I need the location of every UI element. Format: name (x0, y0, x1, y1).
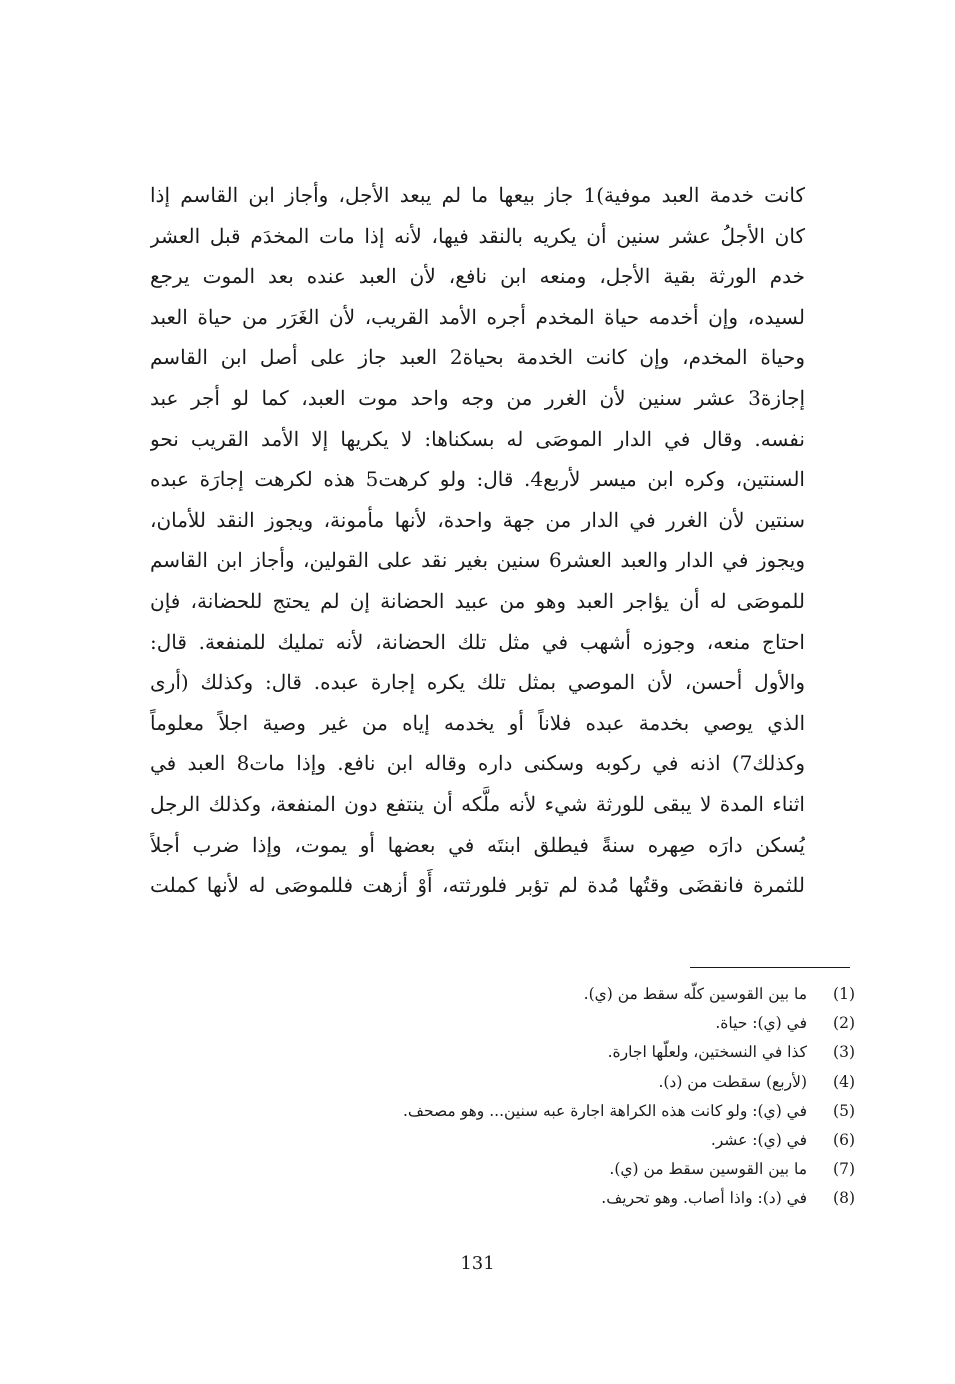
text-line: سنتين لأن الغرر في الدار من جهة واحدة، لأنها مأمونة، ويجوز النقد للأمان، (150, 507, 805, 532)
text-line: كانت خدمة العبد موفية)1 جاز بيعها ما لم يبعد الأجل، وأجاز ابن القاسم إذا (150, 183, 805, 207)
footnote-text: في (ي): ولو كانت هذه الكراهة اجارة عبه سنين... وهو مصحف. (402, 1101, 807, 1120)
footnote (215, 1097, 855, 1126)
text-line: ويجوز في الدار والعبد العشر6 سنين بغير نقد على القولين، وأجاز ابن القاسم (150, 548, 805, 573)
footnote-number: (6) (833, 1130, 855, 1149)
text-line: إجازة3 عشر سنين لأن الغرر من وجه واحد موت العبد، كما لو أجر عبد (150, 385, 805, 410)
footnotes (215, 980, 855, 1214)
text-line: للثمرة فانقضَى وقتُها مُدة لم تؤبر فلورثته، أَوْ أزهت فللموصَى له لأنها كملت (150, 873, 805, 898)
footnote-divider (690, 967, 850, 968)
page-number: 131 (460, 1253, 495, 1274)
footnote (215, 1155, 855, 1184)
footnote-text: كذا في النسختين، ولعلّها اجارة. (607, 1043, 807, 1062)
footnote-text: (لأربع) سقطت من (د). (658, 1072, 807, 1091)
footnote-number: (7) (833, 1160, 855, 1179)
text-line: لسيده، وإن أخدمه حياة المخدم أجره الأمد القريب، لأن الغَرَر من حياة العبد (150, 304, 805, 329)
footnote (215, 980, 855, 1009)
text-line: وكذلك7) اذنه في ركوبه وسكنى داره وقاله ابن نافع. وإذا مات8 العبد في (150, 751, 805, 776)
main-text-block (150, 175, 805, 906)
footnote-text: في (ي): حياة. (715, 1014, 807, 1033)
footnote-number: (8) (833, 1189, 855, 1208)
footnote-text: في (د): واذا أصاب. وهو تحريف. (601, 1189, 807, 1208)
text-line: الذي يوصي بخدمة عبده فلاناً أو يخدمه إياه من غير وصية اجلاً معلوماً (150, 710, 805, 735)
text-line: يُسكن دارَه صِهره سنةً فيطلق ابنتَه في بعضها أو يموت، وإذا ضرب أجلاً (150, 832, 805, 857)
text-line: احتاج منعه، وجوزه أشهب في مثل تلك الحضانة، لأنه تمليك للمنفعة. قال: (150, 629, 805, 654)
footnote (215, 1126, 855, 1155)
text-line: للموصَى له أن يؤاجر العبد وهو من عبيد الحضانة إن لم يحتج للحضانة، فإن (150, 588, 805, 613)
footnote-number: (4) (833, 1072, 855, 1091)
footnote-number: (3) (833, 1043, 855, 1062)
text-line: خدم الورثة بقية الأجل، ومنعه ابن نافع، لأن العبد عنده بعد الموت يرجع (150, 264, 805, 289)
footnote-text: ما بين القوسين كلّه سقط من (ي). (583, 985, 807, 1003)
footnote (215, 1068, 855, 1097)
text-line: وحياة المخدم، وإن كانت الخدمة بحياة2 العبد جاز على أصل ابن القاسم (150, 345, 805, 370)
text-line: اثناء المدة لا يبقى للورثة شيء لأنه ملَّكه أن ينتفع دون المنفعة، وكذلك الرجل (150, 791, 805, 816)
footnote (215, 1038, 855, 1067)
footnote-text: في (ي): عشر. (710, 1130, 807, 1149)
footnote-number: (1) (833, 985, 855, 1003)
footnote (215, 1009, 855, 1038)
text-line: كان الأجلُ عشر سنين أن يكريه بالنقد فيها، لأنه إذا مات المخدَم قبل العشر (150, 223, 805, 248)
footnote-number: (5) (833, 1101, 855, 1120)
footnote (215, 1184, 855, 1213)
text-line: والأول أحسن، لأن الموصي بمثل تلك يكره إجارة عبده. قال: وكذلك (أرى (150, 670, 805, 695)
footnote-text: ما بين القوسين سقط من (ي). (609, 1160, 807, 1179)
footnote-number: (2) (833, 1014, 855, 1033)
text-line: السنتين، وكره ابن ميسر لأربع4. قال: ولو كرهت5 هذه لكرهت إجارَة عبده (150, 467, 805, 492)
text-line: نفسه. وقال في الدار الموصَى له بسكناها: لا يكريها إلا الأمد القريب نحو (150, 426, 805, 451)
